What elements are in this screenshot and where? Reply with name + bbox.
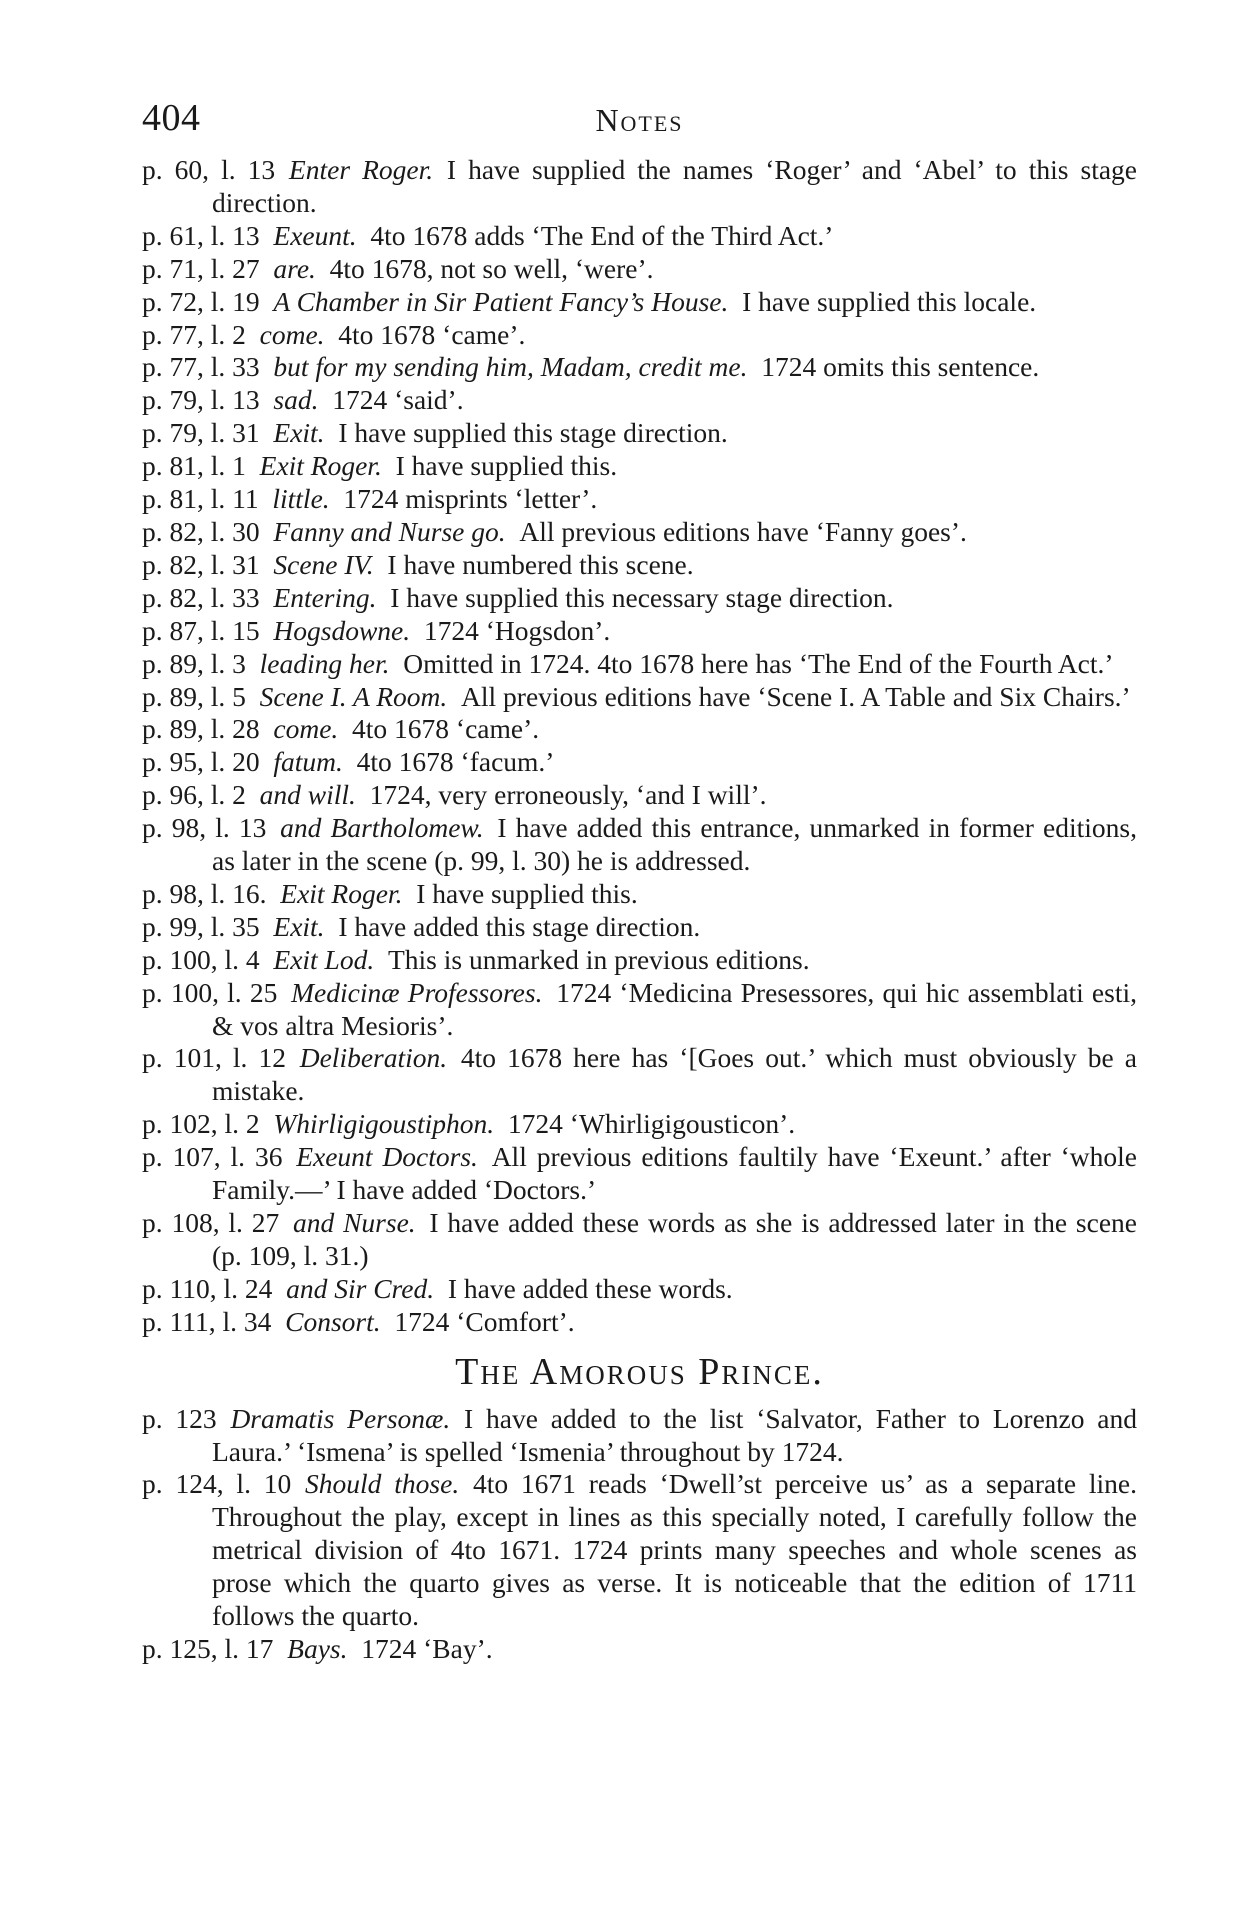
note-entry (142, 911, 1137, 944)
note-lemma: fatum. (273, 746, 343, 778)
note-reference: p. 82, l. 31 (142, 548, 260, 580)
note-reference: p. 100, l. 4 (142, 943, 260, 975)
note-text: 1724, very erroneously, ‘and I will’. (369, 779, 767, 811)
note-text: I have added this stage direction. (338, 910, 701, 942)
note-text: I have supplied this locale. (742, 285, 1037, 317)
note-lemma: Exit. (273, 910, 325, 942)
note-reference: p. 89, l. 28 (142, 713, 260, 745)
note-lemma: Consort. (285, 1305, 381, 1337)
note-reference: p. 124, l. 10 (142, 1468, 292, 1500)
note-text: 4to 1678 ‘came’. (338, 318, 526, 350)
note-reference: p. 87, l. 15 (142, 614, 260, 646)
note-text: 4to 1678 adds ‘The End of the Third Act.’ (370, 219, 834, 251)
note-reference: p. 96, l. 2 (142, 779, 246, 811)
note-reference: p. 102, l. 2 (142, 1108, 260, 1140)
note-text: I have added these words. (447, 1272, 733, 1304)
note-entry (142, 1108, 1137, 1141)
note-reference: p. 81, l. 1 (142, 450, 246, 482)
note-text: This is unmarked in previous editions. (387, 943, 810, 975)
note-reference: p. 108, l. 27 (142, 1207, 280, 1238)
note-entry (142, 220, 1137, 253)
note-reference: p. 61, l. 13 (142, 219, 260, 251)
note-entry (142, 1403, 1137, 1469)
note-text: 1724 ‘Hogsdon’. (423, 614, 611, 646)
note-entry (142, 1468, 1137, 1633)
note-reference: p. 79, l. 13 (142, 384, 260, 416)
note-entry (142, 681, 1137, 714)
note-entry (142, 516, 1137, 549)
note-lemma: Dramatis Personæ. (230, 1402, 451, 1434)
note-text: I have supplied this. (395, 450, 618, 482)
note-text: 4to 1671 reads ‘Dwell’st perceive us’ as a separate line. Throughout the play, except in lines as this specially noted, I carefully follow the metrical division of 4to 1671. 1724 prints many speeches and whole scenes as prose which the quarto gives as verse. It is noticeable that the edition of 1711 follows the quarto. (212, 1468, 1137, 1632)
note-reference: p. 123 (142, 1402, 217, 1434)
note-lemma: Deliberation. (299, 1042, 448, 1074)
note-reference: p. 95, l. 20 (142, 746, 260, 778)
note-entry (142, 746, 1137, 779)
note-text: I have supplied this. (416, 877, 638, 909)
note-reference: p. 100, l. 25 (142, 976, 278, 1008)
notes-list-amorous-prince (142, 1403, 1137, 1666)
note-entry (142, 713, 1137, 746)
note-lemma: Entering. (273, 581, 377, 613)
note-entry (142, 154, 1137, 220)
page-header (142, 96, 1137, 154)
note-entry (142, 1042, 1137, 1108)
note-reference: p. 81, l. 11 (142, 483, 259, 515)
note-entry (142, 1207, 1137, 1273)
note-reference: p. 99, l. 35 (142, 910, 260, 942)
note-lemma: and Bartholomew. (280, 812, 484, 844)
note-lemma: Hogsdowne. (273, 614, 411, 646)
note-text: 4to 1678 ‘came’. (352, 713, 540, 745)
note-text: 1724 ‘Comfort’. (394, 1305, 575, 1337)
section-title: The Amorous Prince. (455, 1350, 824, 1393)
note-lemma: Bays. (287, 1632, 348, 1664)
note-reference: p. 107, l. 36 (142, 1141, 283, 1173)
note-reference: p. 89, l. 3 (142, 647, 246, 679)
note-text: I have added this entrance, unmarked in former editions, as later in the scene (p. 99, l. 30) he is addressed. (212, 812, 1137, 877)
note-entry (142, 450, 1137, 483)
note-text: All previous editions have ‘Scene I. A Table and Six Chairs.’ (461, 680, 1131, 712)
note-reference: p. 101, l. 12 (142, 1042, 286, 1074)
note-text: I have supplied this necessary stage direction. (390, 581, 894, 613)
note-entry (142, 944, 1137, 977)
note-entry (142, 483, 1137, 516)
note-entry (142, 549, 1137, 582)
note-entry (142, 417, 1137, 450)
page-number: 404 (142, 97, 201, 139)
note-entry (142, 779, 1137, 812)
note-lemma: and will. (259, 779, 356, 811)
note-entry (142, 615, 1137, 648)
note-reference: p. 82, l. 33 (142, 581, 260, 613)
note-lemma: Whirligigoustiphon. (273, 1108, 495, 1140)
note-reference: p. 98, l. 13 (142, 812, 267, 844)
note-lemma: are. (273, 252, 316, 284)
running-head: Notes (595, 102, 684, 138)
note-lemma: and Sir Cred. (286, 1272, 435, 1304)
note-text: 1724 misprints ‘letter’. (343, 483, 598, 515)
note-lemma: Exit Roger. (259, 450, 382, 482)
note-lemma: Scene IV. (273, 548, 374, 580)
note-text: I have added these words as she is addressed later in the scene (p. 109, l. 31.) (212, 1207, 1138, 1271)
note-lemma: Exit. (273, 417, 325, 449)
note-text: I have added to the list ‘Salvator, Father to Lorenzo and Laura.’ ‘Ismena’ is spelled ‘Ismenia’ throughout by 1724. (212, 1402, 1138, 1467)
note-entry (142, 812, 1137, 878)
note-text: 1724 ‘said’. (332, 384, 464, 416)
note-entry (142, 319, 1137, 352)
note-lemma: A Chamber in Sir Patient Fancy’s House. (273, 285, 729, 317)
note-text: 4to 1678 ‘facum.’ (356, 746, 555, 778)
note-entry (142, 1141, 1137, 1207)
note-entry (142, 648, 1137, 681)
note-lemma: come. (273, 713, 339, 745)
note-reference: p. 60, l. 13 (142, 154, 276, 185)
note-reference: p. 89, l. 5 (142, 680, 246, 712)
note-text: I have supplied the names ‘Roger’ and ‘Abel’ to this stage direction. (212, 154, 1138, 218)
note-lemma: Exeunt. (273, 219, 357, 251)
note-text: 1724 ‘Bay’. (361, 1632, 493, 1664)
note-entry (142, 1633, 1137, 1666)
note-entry (142, 1273, 1137, 1306)
note-entry (142, 1306, 1137, 1339)
note-entry (142, 582, 1137, 615)
note-reference: p. 79, l. 31 (142, 417, 260, 449)
note-reference: p. 82, l. 30 (142, 515, 260, 547)
note-reference: p. 98, l. 16. (142, 877, 267, 909)
note-reference: p. 77, l. 33 (142, 351, 260, 383)
notes-list (142, 154, 1137, 1339)
note-text: All previous editions have ‘Fanny goes’. (519, 515, 967, 547)
note-lemma: Exit Roger. (280, 877, 403, 909)
note-entry (142, 286, 1137, 319)
note-lemma: Exeunt Doctors. (296, 1141, 478, 1173)
note-lemma: come. (259, 318, 325, 350)
note-lemma: but for my sending him, Madam, credit me. (273, 351, 748, 383)
note-text: Omitted in 1724. 4to 1678 here has ‘The End of the Fourth Act.’ (403, 647, 1114, 679)
note-reference: p. 110, l. 24 (142, 1272, 273, 1304)
note-reference: p. 125, l. 17 (142, 1632, 274, 1664)
note-lemma: Should those. (305, 1468, 460, 1500)
note-lemma: Fanny and Nurse go. (273, 515, 506, 547)
note-text: All previous editions faultily have ‘Exeunt.’ after ‘whole Family.—’ I have added ‘Doctors.’ (212, 1141, 1137, 1206)
note-lemma: Scene I. A Room. (259, 680, 448, 712)
note-entry (142, 384, 1137, 417)
note-lemma: sad. (273, 384, 319, 416)
note-text: 1724 ‘Whirligigousticon’. (507, 1108, 796, 1140)
note-lemma: Exit Lod. (273, 943, 375, 975)
note-text: I have supplied this stage direction. (338, 417, 728, 449)
note-entry (142, 253, 1137, 286)
note-lemma: Enter Roger. (288, 154, 434, 185)
note-reference: p. 71, l. 27 (142, 252, 260, 284)
note-text: 4to 1678, not so well, ‘were’. (329, 252, 654, 284)
note-lemma: and Nurse. (293, 1207, 416, 1238)
note-text: 4to 1678 here has ‘[Goes out.’ which must obviously be a mistake. (212, 1042, 1138, 1107)
note-reference: p. 77, l. 2 (142, 318, 246, 350)
note-entry (142, 351, 1137, 384)
note-lemma: little. (272, 483, 330, 515)
note-reference: p. 111, l. 34 (142, 1305, 272, 1337)
note-reference: p. 72, l. 19 (142, 285, 260, 317)
note-lemma: Medicinæ Professores. (291, 976, 543, 1008)
note-text: 1724 omits this sentence. (761, 351, 1040, 383)
note-text: 1724 ‘Medicina Presessores, qui hic assemblati esti, & vos altra Mesioris’. (212, 976, 1137, 1041)
page (142, 96, 1137, 1666)
note-text: I have numbered this scene. (387, 548, 694, 580)
note-entry (142, 878, 1137, 911)
note-lemma: leading her. (259, 647, 390, 679)
note-entry (142, 977, 1137, 1043)
